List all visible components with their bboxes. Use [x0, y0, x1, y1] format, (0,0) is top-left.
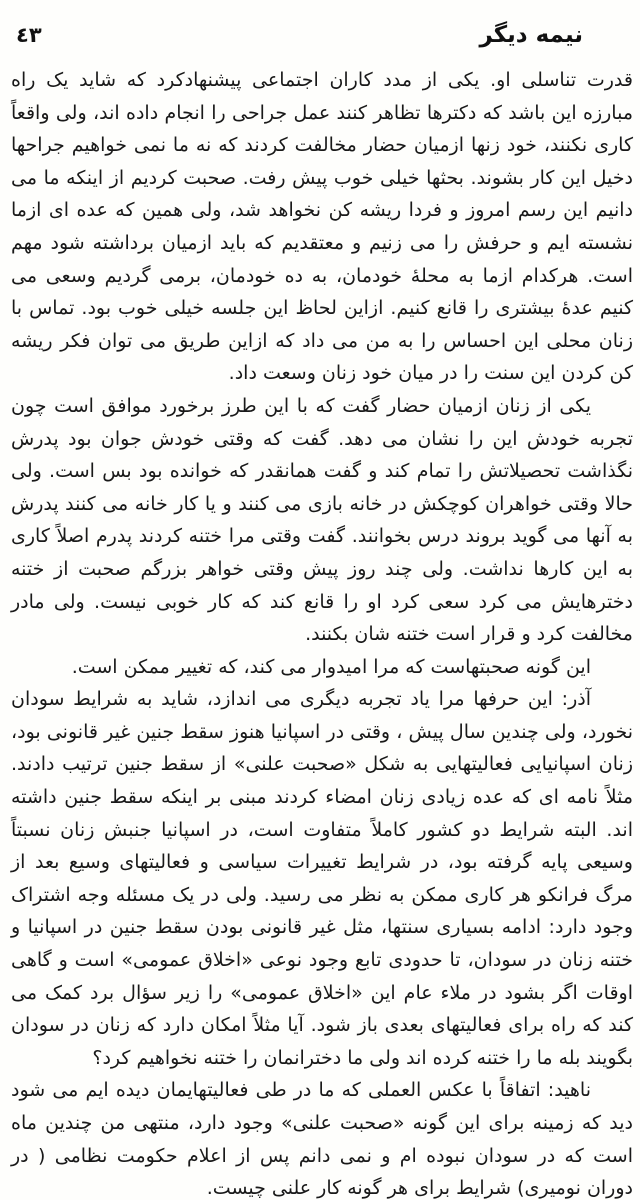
paragraph-audience-woman: یکی از زنان ازمیان حضار گفت که با این طرز برخورد موافق است چون تجربه خودش این را نشان می دهد. گفت که وقتی خودش جوان بود پدرش نگذاشت تحصیلاتش را تمام کند و گفت همانقدر که خوانده بود بس است. ولی حالا وقتی خواهران کوچکش در خانه بازی می کنند و یا کار خانه می کنند پدرش به آنها می گوید بروند درس بخوانند. گفت وقتی مرا ختنه کردند پدرم اصلاً کاری به این کارها نداشت. ولی چند روز پیش وقتی خواهر بزرگم صحبت از ختنه دخترهایش می کرد سعی کرد او را قانع کند که کار خوبی نیست. ولی مادر مخالفت کرد و قرار است ختنه شان بکنند.	[11, 394, 633, 646]
paragraph-speaker-nahid: ناهید: اتفاقاً با عکس العملی که ما در طی فعالیتهایمان دیده ایم می شود دید که زمینه برای این گونه «صحبت علنی» وجود دارد، منتهی من چندین ماه است که در سودان نبوده ام و نمی دانم پس از اعلام حکومت نظامی ( در دوران نومیری) شرایط برای هر گونه کار علنی چیست.	[11, 1079, 633, 1200]
paragraph-hopeful-remark: این گونه صحبتهاست که مرا امیدوار می کند، که تغییر ممکن است.	[71, 655, 591, 678]
journal-title: نیمه دیگر	[479, 22, 583, 48]
paragraph-continuation: قدرت تناسلی او. یکی از مدد کاران اجتماعی پیشنهادکرد که شاید یک راه مبارزه این باشد که دکترها تظاهر کنند عمل جراحی را انجام داده اند، ولی واقعاً کاری نکنند، خود زنها ازمیان حضار مخالفت کردند که نه ما نمی خواهیم جراحها دخیل این کار بشوند. بحثها خیلی خوب پیش رفت. صحبت کردیم از اینکه ما می دانیم این رسم امروز و فردا ریشه کن نخواهد شد، ولی همین که عده ای ازما نشسته ایم و حرفش را می زنیم و معتقدیم که باید ازمیان برداشته شود مهم است. هرکدام ازما به محلهٔ خودمان، به ده خودمان، برمی گردیم وسعی می کنیم عدهٔ بیشتری را قانع کنیم. ازاین لحاظ این جلسه خیلی خوب بود. تماس با زنان محلی این احساس را به من می داد که ازاین طریق می توان فکر ریشه کن کردن این سنت را در میان خود زنان وسعت داد.	[11, 69, 633, 385]
paragraph-speaker-azar: آذر: این حرفها مرا یاد تجربه دیگری می اندازد، شاید به شرایط سودان نخورد، ولی چندین سال پیش ، وقتی در اسپانیا هنوز سقط جنین غیر قانونی بود، زنان اسپانیایی فعالیتهایی به شکل «صحبت علنی» از سقط جنین ترتیب دادند. مثلاً نامه ای که عده زیادی زنان امضاء کردند مبنی بر اینکه سقط جنین داشته اند. البته شرایط دو کشور کاملاً متفاوت است، در اسپانیا جنبش زنان نسبتاً وسیعی پایه گرفته بود، در شرایط تغییرات سیاسی و فعالیتهای وسیع بعد از مرگ فرانکو هر کاری ممکن به نظر می رسید. ولی در یک مسئله وجه اشتراک وجود دارد: ادامه بسیاری سنتها، مثل غیر قانونی بودن سقط جنین در اسپانیا و ختنه زنان در سودان، تا حدودی تابع وجود نوعی «اخلاق عمومی» است و گاهی اوقات اگر بشود در ملاء عام این «اخلاق عمومی» را زیر سؤال برد کمک می کند که راه برای فعالیتهای بعدی باز شود. آیا مثلاً امکان دارد که زنان در سودان بگویند بله ما را ختنه کرده اند ولی ما دخترانمان را ختنه نخواهیم کرد؟	[11, 688, 633, 1069]
page-number: ٤٣	[16, 23, 42, 47]
body-text	[0, 48, 640, 1200]
page-header	[0, 0, 640, 48]
